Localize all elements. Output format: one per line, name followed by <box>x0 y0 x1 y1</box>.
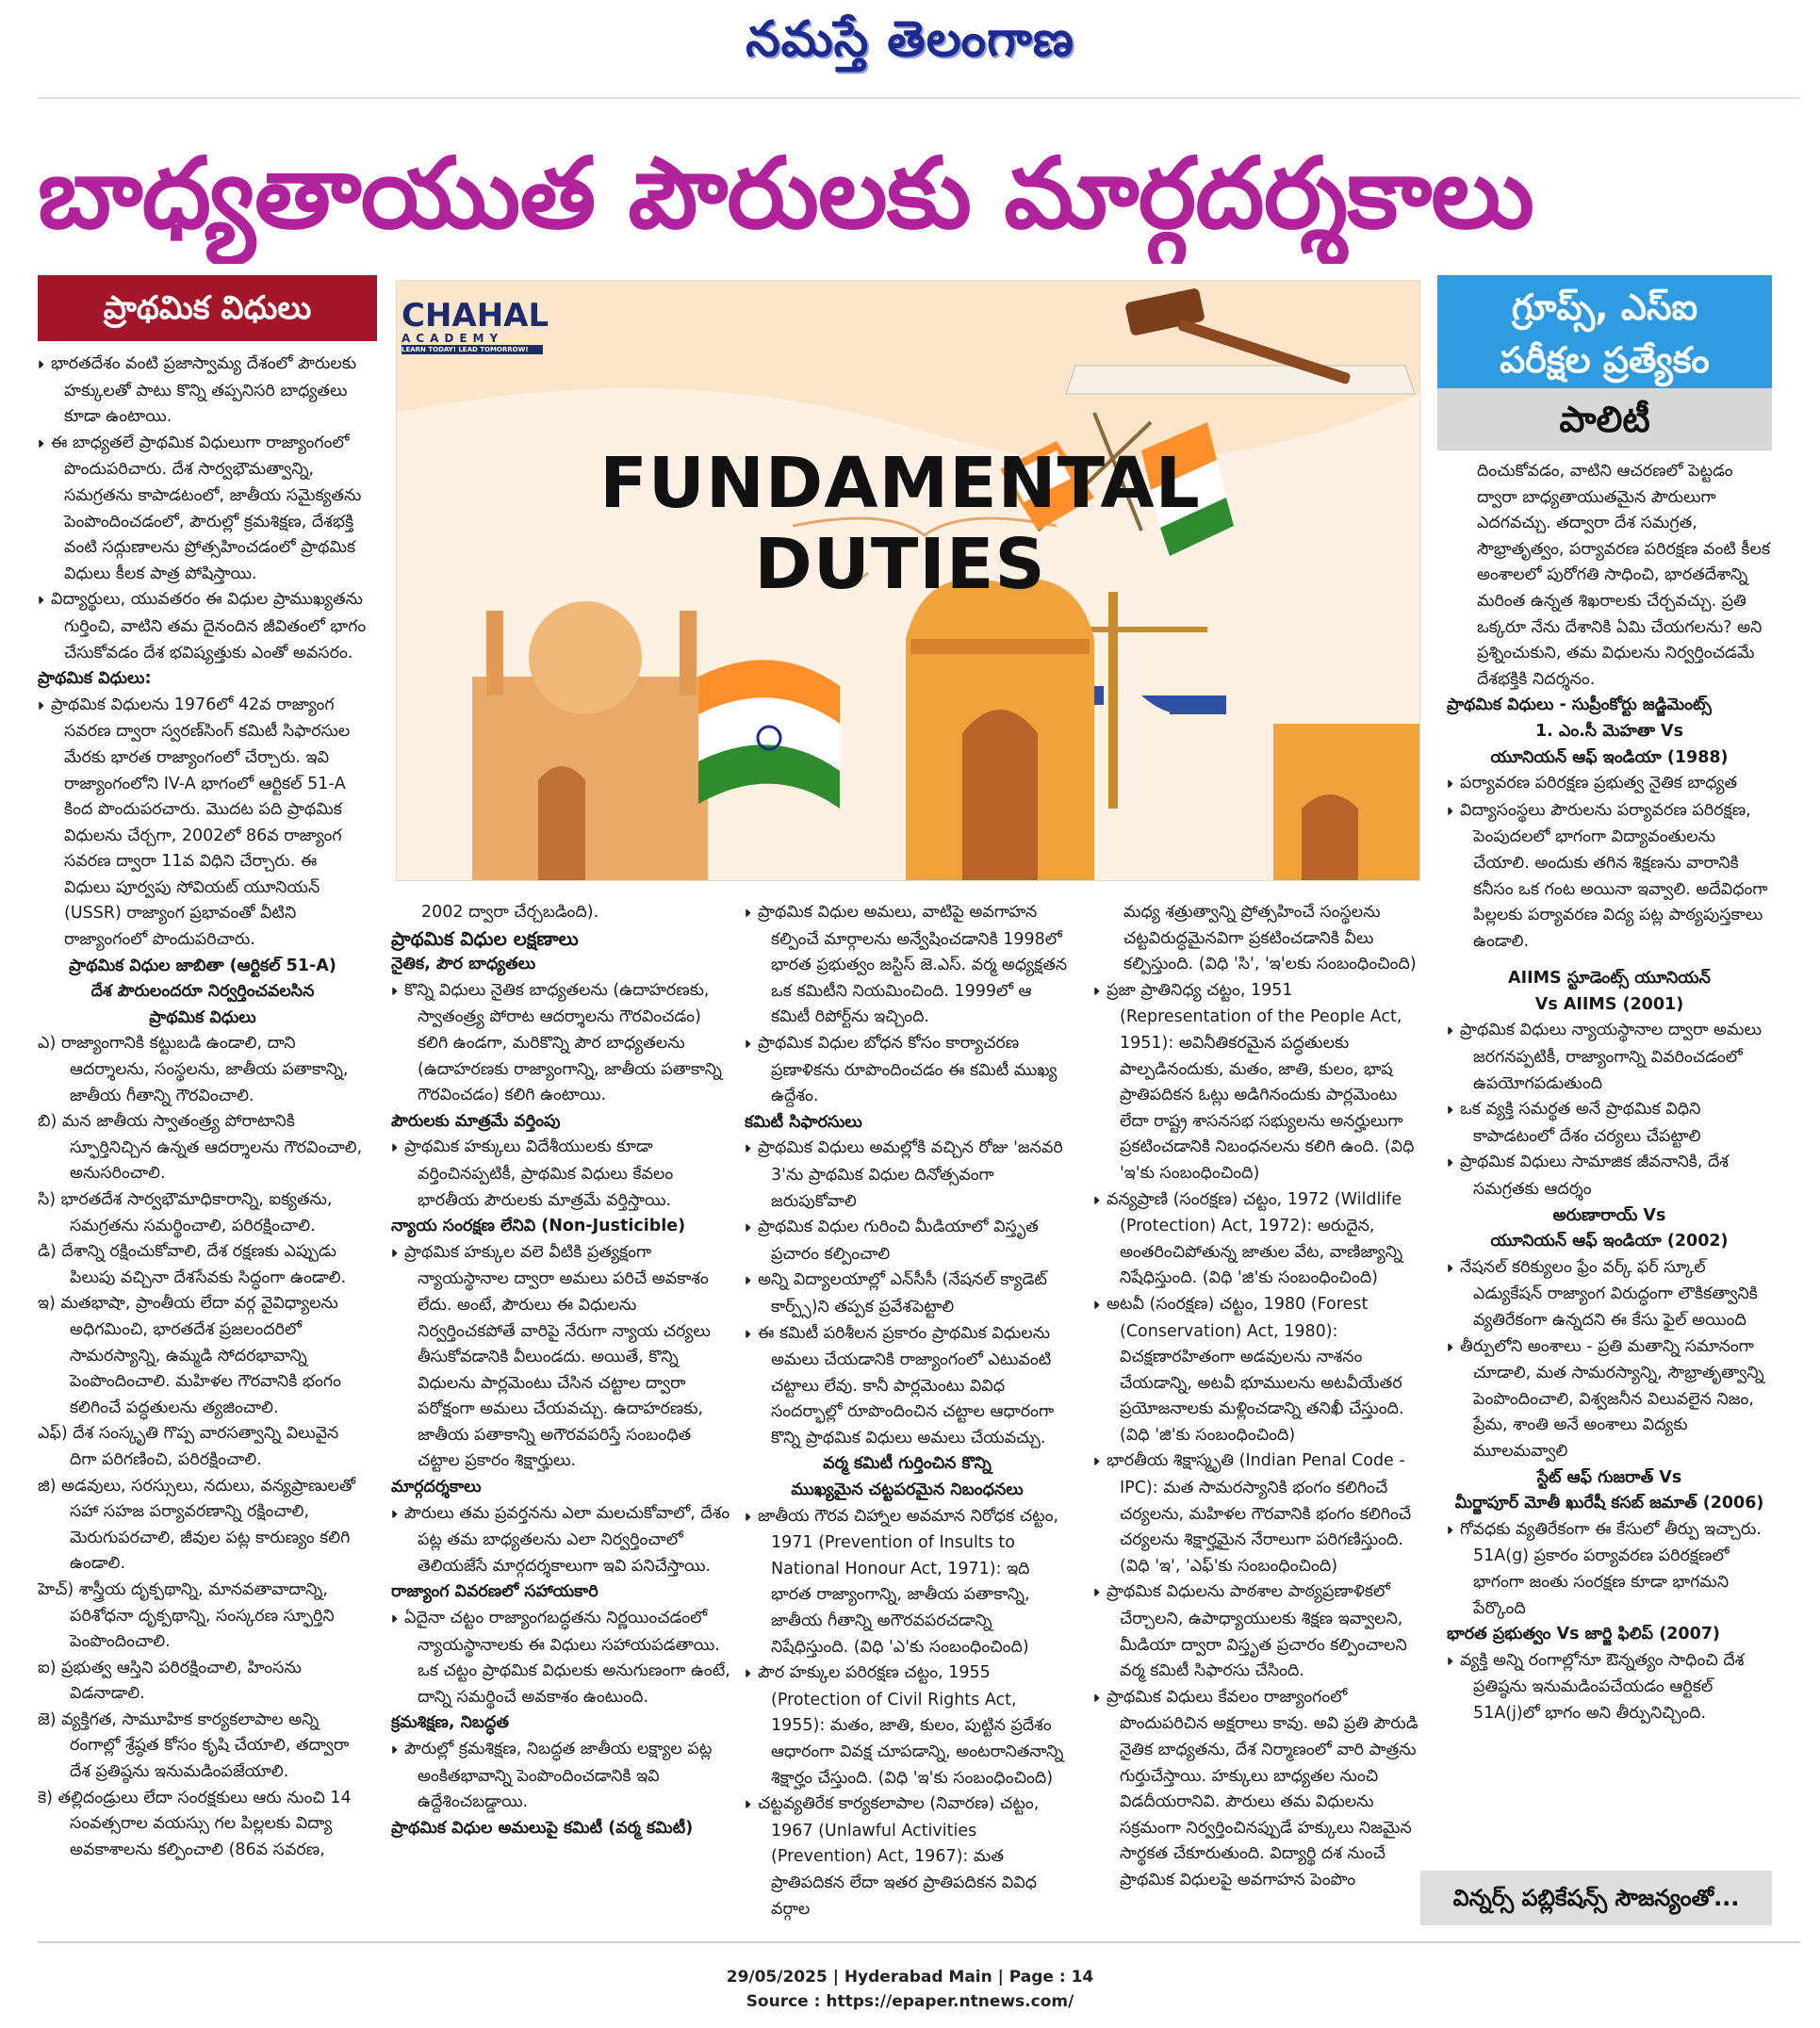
col1-subheading: ప్రాథమిక విధులు <box>149 1007 256 1027</box>
col1-para: ⏵⏵ ఈ బాధ్యతలే ప్రాథమిక విధులుగా రాజ్యాంగంలో పొందుపరిచారు. దేశ సార్వభౌమత్వాన్ని, సమగ్రతను కాపాడటంలో, జాతీయ సమైక్యతను పెంపొందించడంలో, పౌరుల్లో క్రమశిక్షణ, దేశభక్తి వంటి సద్గుణాలను ప్రోత్సహించడంలో ప్రాథమిక విధులు కీలక పాత్ర పోషిస్తాయి. <box>38 431 368 588</box>
case-title: AIIMS స్టూడెంట్స్ యూనియన్ <box>1508 969 1711 989</box>
col5-para: ⏵⏵ తీర్పులోని అంశాలు - ప్రతి మతాన్ని సమానంగా చూడాలి, మత సామరస్యాన్ని, సౌభ్రాతృత్వాన్ని పెంపొందించాలి, విశ్వజనీన విలువలైన నిజం, ప్రేమ, శాంతి అనే అంశాలు విద్యకు మూలమవ్వాలి <box>1447 1334 1772 1465</box>
col5-para: దించుకోవడం, వాటిని ఆచరణలో పెట్టడం ద్వారా బాధ్యతాయుతమైన పౌరులుగా ఎదగవచ్చు. తద్వారా దేశ సమగ్రత, సౌభ్రాతృత్వం, పర్యావరణ పరిరక్షణ వంటి కీలక అంశాలలో పురోగతి సాధించి, భారతదేశాన్ని మరింత ఉన్నత శిఖరాలకు చేర్చవచ్చు. ప్రతి ఒక్కరూ నేను దేశానికి ఏమి చేయగలను? అని ప్రశ్నించుకుని, తమ విధులను నిర్వర్తించడమే దేశభక్తికి నిదర్శనం. <box>1477 462 1771 689</box>
case-title: మీర్జాపూర్ మోతీ ఖురేషీ కసబ్ జమాత్ (2006) <box>1454 1494 1764 1513</box>
duty-item: హెచ్) శాస్త్రీయ దృక్పథాన్ని, మానవతావాదాన్ని, పరిశోధనా దృక్పథాన్ని, సంస్కరణ స్ఫూర్తిని పెంపొందించాలి. <box>38 1579 335 1652</box>
duty-item: ఎ) రాజ్యాంగానికి కట్టుబడి ఉండాలి, దాని ఆదర్శాలను, సంస్థలను, జాతీయ పతాకాన్ని, జాతీయ గీతాన్ని గౌరవించాలి. <box>38 1034 349 1105</box>
col3-para: ⏵⏵ ప్రాథమిక విధుల అమలు, వాటిపై అవగాహన కల్పించే మార్గాలను అన్వేషించడానికి 1998లో భారత ప్రభుత్వం జస్టిస్ జె.ఎస్. వర్మ అధ్యక్షతన ఒక కమిటీని నియమించింది. 1999లో ఆ కమిటీ రిపోర్ట్‌ను ఇచ్చింది. <box>745 900 1070 1031</box>
column-1 <box>38 352 368 1922</box>
col2-subheading: క్రమశిక్షణ, నిబద్ధత <box>391 1713 509 1733</box>
col4-para: ⏵⏵ వన్యప్రాణి (సంరక్షణ) చట్టం, 1972 (Wildlife (Protection) Act, 1972): అరుదైన, అంతరించిపోతున్న జాతుల వేట, వాణిజ్యాన్ని నిషేధిస్తుంది. (విధి 'జి'కు సంబంధించింది) <box>1093 1187 1418 1292</box>
col2-subheading: మార్గదర్శకాలు <box>391 1478 482 1497</box>
col2-subheading: రాజ్యాంగ వివరణలో సహాయకారి <box>391 1582 598 1602</box>
col5-para: ⏵⏵ గోవధకు వ్యతిరేకంగా ఈ కేసులో తీర్పు ఇచ్చారు. 51A(g) ప్రకారం పర్యావరణ పరిరక్షణలో భాగంగా జంతు సంరక్షణ కూడా భాగమని పేర్కొంది <box>1447 1517 1772 1622</box>
col2-heading: ప్రాథమిక విధుల లక్షణాలు <box>391 926 579 950</box>
duty-item: ఇ) మతభాషా, ప్రాంతీయ లేదా వర్గ వైవిధ్యాలను అధిగమించి, భారతదేశ ప్రజలందరిలో సామరస్యాన్ని, ఉమ్మడి సోదరభావాన్ని పెంపొందించాలి. మహిళల గౌరవానికి భంగం కలిగించే పద్ధతులను త్యజించాలి. <box>38 1294 341 1417</box>
col1-subheading: ప్రాథమిక విధుల జాబితా (ఆర్టికల్ 51-A) <box>69 956 336 975</box>
col2-para: ⏵⏵ పౌరుల్లో క్రమశిక్షణ, నిబద్ధత జాతీయ లక్ష్యాల పట్ల అంకితభావాన్ని పెంపొందించడానికి ఇవి ఉద్దేశించబడ్డాయి. <box>391 1737 735 1816</box>
col5-para: ⏵⏵ వ్యక్తి అన్ని రంగాల్లోనూ ఔన్నత్యం సాధించి దేశ ప్రతిష్ఠను ఇనుమడింపచేయడం ఆర్టికల్ 51A(j)లో భాగం అని తీర్పునిచ్చింది. <box>1447 1648 1772 1727</box>
column-5 <box>1447 459 1772 1861</box>
column-3 <box>745 900 1070 1922</box>
col2-para: ⏵⏵ ఏదైనా చట్టం రాజ్యాంగబద్ధతను నిర్ణయించడంలో న్యాయస్థానాలకు ఈ విధులు సహాయపడతాయి. ఒక చట్టం ప్రాథమిక విధులకు అనుగుణంగా ఉంటే, దాన్ని సమర్థించే అవకాశం ఉంటుంది. <box>391 1606 735 1710</box>
duty-item: ఎఫ్) దేశ సంస్కృతి గొప్ప వారసత్వాన్ని విలువైన దిగా పరిగణించి, పరిరక్షించాలి. <box>38 1424 339 1469</box>
col3-subheading: కమిటీ సిఫారసులు <box>745 1112 862 1132</box>
masthead <box>0 0 1820 94</box>
duty-item: కె) తల్లిదండ్రులు లేదా సంరక్షకులు ఆరు నుంచి 14 సంవత్సరాల వయస్సు గల పిల్లలకు విద్యా అవకాశాలను కల్పించాలి (86వ సవరణ, <box>38 1788 352 1859</box>
col3-para: ⏵⏵ అన్ని విద్యాలయాల్లో ఎన్‌సీసీ (నేషనల్ క్యాడెట్ కార్ప్స్)ని తప్పక ప్రవేశపెట్టాలి <box>745 1268 1070 1320</box>
case-title: 1. ఎం.సీ మెహతా Vs <box>1534 721 1684 741</box>
col3-para: ⏵⏵ ప్రాథమిక విధులు అమల్లోకి వచ్చిన రోజు 'జనవరి 3'ను ప్రాథమిక విధుల దినోత్సవంగా జరుపుకోవాలి <box>745 1136 1070 1215</box>
col1-para: ⏵⏵ విద్యార్థులు, యువతరం ఈ విధుల ప్రాముఖ్యతను గుర్తించి, వాటిని తమ దైనందిన జీవితంలో భాగం చేసుకోవడం దేశ భవిష్యత్తుకు ఎంతో అవసరం. <box>38 587 368 666</box>
subject-label: పాలిటీ <box>1437 388 1772 450</box>
col2-para: ⏵⏵ పౌరులు తమ ప్రవర్తనను ఎలా మలచుకోవాలో, దేశం పట్ల తమ బాధ్యతలను ఎలా నిర్వర్తించాలో తెలియజేసే మార్గదర్శకాలుగా ఇవి పనిచేస్తాయి. <box>391 1501 735 1580</box>
case-title: స్టేట్ ఆఫ్ గుజరాత్ Vs <box>1536 1467 1682 1487</box>
duty-item: డి) దేశాన్ని రక్షించుకోవాలి, దేశ రక్షణకు ఎప్పుడు పిలుపు వచ్చినా దేశసేవకు సిద్ధంగా ఉండాలి. <box>38 1242 347 1287</box>
footer-edition: 29/05/2025 | Hyderabad Main | Page : 14 <box>726 1968 1094 1987</box>
col1-para: ⏵⏵ ప్రాథమిక విధులను 1976లో 42వ రాజ్యాంగ సవరణ ద్వారా స్వరణ్‌సింగ్ కమిటీ సిఫారసుల మేరకు భారత రాజ్యాంగంలో చేర్చారు. ఇవి రాజ్యాంగంలోని IV-A భాగంలో ఆర్టికల్ 51-A కింద పొందుపరచారు. మొదట పది ప్రాథమిక విధులను చేర్చగా, 2002లో 86వ రాజ్యాంగ సవరణ ద్వారా 11వ విధిని చేర్చారు. ఈ విధులు పూర్వపు సోవియట్ యూనియన్ (USSR) రాజ్యాంగ ప్రభావంతో వీటిని రాజ్యాంగంలో పొందుపరిచారు. <box>38 693 368 954</box>
column-2 <box>391 900 735 1922</box>
col2-para: ⏵⏵ ప్రాథమిక హక్కుల వలె వీటికి ప్రత్యక్షంగా న్యాయస్థానాల ద్వారా అమలు పరిచే అవకాశం లేదు. అంటే, పౌరులు ఈ విధులను నిర్వర్తించకపోతే వారిపై నేరుగా న్యాయ చర్యలు తీసుకోవడానికి వీలుండదు. అయితే, కొన్ని విధులను పార్లమెంటు చేసిన చట్టాల ద్వారా పరోక్షంగా అమలు చేయవచ్చు. ఉదాహరణకు, జాతీయ పతాకాన్ని అగౌరవపరిస్తే సంబంధిత చట్టాల ప్రకారం శిక్షార్హులు. <box>391 1240 735 1475</box>
col4-para: ⏵⏵ అటవీ (సంరక్షణ) చట్టం, 1980 (Forest (Conservation) Act, 1980): విచక్షణారహితంగా అడవులను నాశనం చేయడాన్ని, అటవీ భూములను అటవీయేతర ప్రయోజనాలకు మళ్లించడాన్ని తనిఖీ చేస్తుంది. (విధి 'జి'కు సంబంధించింది) <box>1093 1292 1418 1449</box>
col3-subheading: వర్మ కమిటీ గుర్తించిన కొన్ని <box>823 1454 992 1474</box>
footer-source[interactable]: Source : https://epaper.ntnews.com/ <box>746 1992 1074 2011</box>
duty-item: బి) మన జాతీయ స్వాతంత్ర్య పోరాటానికి స్ఫూర్తినిచ్చిన ఉన్నత ఆదర్శాలను గౌరవించాలి, అనుసరించాలి. <box>38 1112 363 1184</box>
case-title: Vs AIIMS (2001) <box>1534 994 1684 1014</box>
col3-para: ⏵⏵ పౌర హక్కుల పరిరక్షణ చట్టం, 1955 (Protection of Civil Rights Act, 1955): మతం, జాతి, కులం, పుట్టిన ప్రదేశం ఆధారంగా వివక్ష చూపడాన్ని, అంటరానితనాన్ని శిక్షార్హం చేస్తుంది. (విధి 'ఇ'కు సంబంధించింది) <box>745 1660 1070 1791</box>
logo-sub: ACADEMY <box>402 332 504 345</box>
duty-item: సి) భారతదేశ సార్వభౌమాధికారాన్ని, ఐక్యతను, సమగ్రతను సమర్థించాలి, పరిరక్షించాలి. <box>38 1190 333 1235</box>
col1-subheading: ప్రాథమిక విధులు: <box>38 669 152 689</box>
exam-special-label <box>1437 275 1772 388</box>
chahal-academy-logo <box>402 297 549 360</box>
exam-label-line2: పరీక్షల ప్రత్యేకం <box>1500 339 1710 381</box>
col3-para: ⏵⏵ ఈ కమిటీ పరిశీలన ప్రకారం ప్రాథమిక విధులను అమలు చేయడానికి రాజ్యాంగంలో ఎటువంటి చట్టాలు లేవు. కానీ పార్లమెంటు వివిధ సందర్భాల్లో రూపొందించిన చట్టాల ఆధారంగా కొన్ని ప్రాథమిక విధులు అమలు చేయవచ్చు. <box>745 1321 1070 1452</box>
case-title: యూనియన్ ఆఫ్ ఇండియా (2002) <box>1490 1232 1729 1251</box>
col4-para: ⏵⏵ భారతీయ శిక్షాస్మృతి (Indian Penal Code - IPC): మత సామరస్యానికి భంగం కలిగించే చర్యలను, మహిళల గౌరవానికి భంగం కలిగించే చర్యలను శిక్షార్హమైన నేరాలుగా పరిగణిస్తుంది. (విధి 'ఇ', 'ఎఫ్'కు సంబంధించింది) <box>1093 1448 1418 1579</box>
col2-para: ⏵⏵ ప్రాథమిక హక్కులు విదేశీయులకు కూడా వర్తించినప్పటికీ, ప్రాథమిక విధులు కేవలం భారతీయ పౌరులకు మాత్రమే వర్తిస్తాయి. <box>391 1135 735 1214</box>
top-divider <box>38 97 1800 99</box>
col5-para: ⏵⏵ విద్యాసంస్థలు పౌరులను పర్యావరణ పరిరక్షణ, పెంపుదలలో భాగంగా విద్యావంతులను చేయాలి. అందుకు తగిన శిక్షణను వారానికి కనీసం ఒక గంట అయినా ఇవ్వాలి. అదేవిధంగా పిల్లలకు పర్యావరణ విద్య పట్ల పాఠ్యపుస్తకాలు ఉండాలి. <box>1447 798 1772 956</box>
col2-subheading: న్యాయ సంరక్షణ లేనివి (Non-Justicible) <box>391 1217 686 1236</box>
col5-subheading: ప్రాథమిక విధులు - సుప్రీంకోర్టు జడ్జిమెంట్స్ <box>1447 695 1712 715</box>
col4-para: ⏵⏵ ప్రాథమిక విధులు కేవలం రాజ్యాంగంలో పొందుపరిచిన అక్షరాలు కావు. అవి ప్రతి పౌరుడి నైతిక బాధ్యతను, దేశ నిర్మాణంలో వారి పాత్రను గుర్తుచేస్తాయి. హక్కులు బాధ్యతల నుంచి విడదీయరానివి. పౌరులు తమ విధులను సక్రమంగా నిర్వర్తించినప్పుడే హక్కులు నిజమైన సార్థకత చేకూరుతుంది. విద్యార్థి దశ నుంచే ప్రాథమిక విధులపై అవగాహన పెంపొం <box>1093 1685 1418 1894</box>
case-title: అరుణారాయ్ Vs <box>1552 1205 1666 1225</box>
col2-subheading: పౌరులకు మాత్రమే వర్తింపు <box>391 1111 561 1131</box>
col4-para: మధ్య శత్రుత్వాన్ని ప్రోత్సహించే సంస్థలను చట్టవిరుద్ధమైనవిగా ప్రకటించడానికి వీలు కల్పిస్తుంది. (విధి 'సి', 'ఇ'లకు సంబంధించింది) <box>1123 903 1417 974</box>
col5-para: ⏵⏵ పర్యావరణ పరిరక్షణ ప్రభుత్వ నైతిక బాధ్యత <box>1447 771 1772 798</box>
col2-para: 2002 ద్వారా చేర్చబడింది). <box>421 903 599 922</box>
col1-para: ⏵⏵ భారతదేశం వంటి ప్రజాస్వామ్య దేశంలో పౌరులకు హక్కులతో పాటు కొన్ని తప్పనిసరి బాధ్యతలు కూడా ఉంటాయి. <box>38 352 368 431</box>
illustration-title: FUNDAMENTAL DUTIES <box>599 443 1201 605</box>
column-4 <box>1093 900 1418 1922</box>
col4-para: ⏵⏵ ప్రజా ప్రాతినిధ్య చట్టం, 1951 (Representation of the People Act, 1951): అవినీతికరమైన పద్ధతులకు పాల్పడినందుకు, మతం, జాతి, కులం, భాష ప్రాతిపదికన ఓట్లు అడిగినందుకు పార్లమెంటు లేదా రాష్ట్ర శాసనసభ సభ్యులను అనర్హులుగా ప్రకటించడానికి నిబంధనలను కలిగి ఉంది. (విధి 'ఇ'కు సంబంధించింది) <box>1093 978 1418 1187</box>
left-section-label: ప్రాథమిక విధులు <box>38 275 377 341</box>
bottom-divider <box>38 1941 1800 1943</box>
duty-item: జి) అడవులు, సరస్సులు, నదులు, వన్యప్రాణులతో సహా సహజ పర్యావరణాన్ని రక్షించాలి, మెరుగుపరచాలి, జీవుల పట్ల కారుణ్యం కలిగి ఉండాలి. <box>38 1476 355 1574</box>
case-title: యూనియన్ ఆఫ్ ఇండియా (1988) <box>1490 747 1729 767</box>
col3-para: ⏵⏵ ప్రాథమిక విధుల బోధన కోసం కార్యాచరణ ప్రణాళికను రూపొందించడం ఈ కమిటీ ముఖ్య ఉద్దేశం. <box>745 1031 1070 1110</box>
logo-name: CHAHAL <box>402 297 549 335</box>
col4-para: ⏵⏵ ప్రాథమిక విధులను పాఠశాల పాఠ్యప్రణాళికలో చేర్చాలని, ఉపాధ్యాయులకు శిక్షణ ఇవ్వాలని, మీడియా ద్వారా విస్తృత ప్రచారం కల్పించాలని వర్మ కమిటీ సిఫారసు చేసింది. <box>1093 1579 1418 1684</box>
case-title: భారత ప్రభుత్వం Vs జార్జి ఫిలిప్ (2007) <box>1447 1625 1720 1644</box>
col1-subheading: దేశ పౌరులందరూ నిర్వర్తించవలసిన <box>90 982 315 1002</box>
col3-para: ⏵⏵ చట్టవ్యతిరేక కార్యకలాపాల (నివారణ) చట్టం, 1967 (Unlawful Activities (Prevention) Act, 1967): మత ప్రాతిపదికన లేదా ఇతర ప్రాతిపదికన వివిధ వర్గాల <box>745 1791 1070 1922</box>
col2-subheading: నైతిక, పౌర బాధ్యతలు <box>391 955 536 974</box>
col2-para: ⏵⏵ కొన్ని విధులు నైతిక బాధ్యతలను (ఉదాహరణకు, స్వాతంత్ర్య పోరాట ఆదర్శాలను గౌరవించడం) కలిగి ఉండగా, మరికొన్ని పౌర బాధ్యతలను (ఉదాహరణకు రాజ్యాంగాన్ని, జాతీయ పతాకాన్ని గౌరవించడం) కలిగి ఉంటాయి. <box>391 978 735 1109</box>
duty-item: ఐ) ప్రభుత్వ ఆస్తిని పరిరక్షించాలి, హింసను విడనాడాలి. <box>38 1658 302 1704</box>
col5-para: ⏵⏵ ప్రాథమిక విధులు న్యాయస్థానాల ద్వారా అమలు జరగనప్పటికీ, రాజ్యాంగాన్ని వివరించడంలో ఉపయోగపడుతుంది <box>1447 1018 1772 1097</box>
exam-label-line1: గ్రూప్స్, ఎస్ఐ <box>1511 286 1698 328</box>
col2-subheading: ప్రాథమిక విధుల అమలుపై కమిటీ (వర్మ కమిటీ) <box>391 1818 694 1838</box>
col5-para: ⏵⏵ ప్రాథమిక విధులు సామాజిక జీవనానికి, దేశ సమగ్రతకు ఆదర్శం <box>1447 1150 1772 1202</box>
col3-para: ⏵⏵ జాతీయ గౌరవ చిహ్నాల అవమాన నిరోధక చట్టం, 1971 (Prevention of Insults to National Honour Act, 1971): ఇది భారత రాజ్యాంగాన్ని, జాతీయ పతాకాన్ని, జాతీయ గీతాన్ని అగౌరవపరచడాన్ని నిషేధిస్తుంది. (విధి 'ఎ'కు సంబంధించింది) <box>745 1504 1070 1661</box>
duty-item: జె) వ్యక్తిగత, సామూహిక కార్యకలాపాల అన్ని రంగాల్లో శ్రేష్ఠత కోసం కృషి చేయాలి, తద్వారా దేశ ప్రతిష్ఠను ఇనుమడింపజేయాలి. <box>38 1709 350 1782</box>
page-footer <box>0 1965 1820 2014</box>
masthead-title: నమస్తే తెలంగాణ <box>746 11 1074 68</box>
logo-tagline: LEARN TODAY! LEAD TOMORROW! <box>402 345 543 354</box>
col3-para: ⏵⏵ ప్రాథమిక విధుల గురించి మీడియాలో విస్తృత ప్రచారం కల్పించాలి <box>745 1215 1070 1268</box>
col3-subheading: ముఖ్యమైన చట్టపరమైన నిబంధనలు <box>791 1480 1024 1500</box>
headline: బాధ్యతాయుత పౌరులకు మార్గదర్శకాలు <box>38 136 1533 251</box>
credit-box: విన్నర్స్ పబ్లికేషన్స్ సౌజన్యంతో... <box>1420 1871 1772 1925</box>
col5-para: ⏵⏵ ఒక వ్యక్తి సమర్థత అనే ప్రాథమిక విధిని కాపాడటంలో దేశం చర్యలు చేపట్టాలి <box>1447 1097 1772 1150</box>
col5-para: ⏵⏵ నేషనల్ కరిక్యులం ఫ్రేం వర్క్ ఫర్ స్కూల్ ఎడ్యుకేషన్ రాజ్యాంగ విరుద్ధంగా లౌకికత్వానికి వ్యతిరేకంగా ఉన్నదని ఈ కేసు ఫైల్ అయింది <box>1447 1255 1772 1334</box>
